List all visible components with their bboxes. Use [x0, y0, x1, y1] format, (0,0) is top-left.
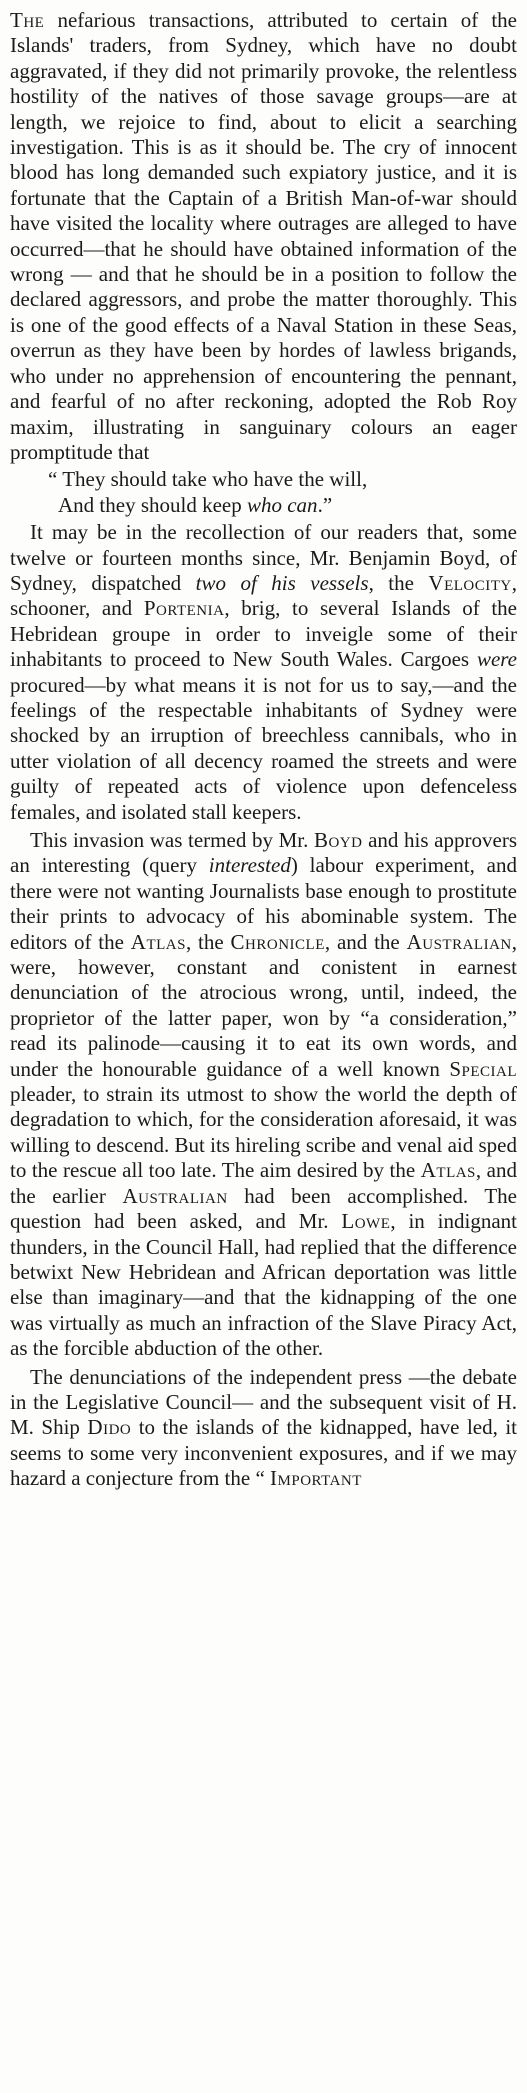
p3-text-m: pleader, to strain its utmost to show the world the depth of degradation to which, for the consideration aforesaid, it was willing to descend. But its hireling scribe and venal aid sped to the rescue all too late. The aim desired by the — [10, 1082, 517, 1183]
paragraph-1-text: nefarious transactions, attributed to certain of the Islands' traders, from Sydney, which have no doubt aggravated, if they did not primarily provoke, the relentless hostility of the natives of those savage groups—are at length, we rejoice to find, about to elicit a searching investigation. This is as it should be. The cry of innocent blood has long demanded such expiatory justice, and it is fortunate that the Captain of a British Man-of-war should have visited the locality where outrages are alleged to have occurred—that he should have obtained information of the wrong — and that he should be in a position to follow the declared aggressors, and probe the matter thoroughly. This is one of the good effects of a Naval Station in these Seas, overrun as they have been by hordes of lawless brigands, who under no apprehension of encountering the pennant, and fearful of no after reckoning, adopted the Rob Roy maxim, illustrating in sanguinary colours an eager promptitude that — [10, 8, 517, 464]
article-column — [10, 8, 517, 1492]
paragraph-4 — [10, 1365, 517, 1492]
p4-text-a: The denunciations of the independent press —the debate in the Legislative Council— and the subsequent visit of H. M. Ship — [10, 1364, 517, 1440]
paragraph-2 — [10, 520, 517, 825]
p3-italic-interested: interested — [208, 853, 291, 878]
p3-text-q: had been accomplished. The question had been asked, and Mr. — [10, 1183, 517, 1234]
name-lowe: Lowe — [341, 1209, 391, 1234]
p3-text-s: , in indignant thunders, in the Council Hall, had replied that the difference betwixt New Hebridean and African deportation was little else than imaginary—and that the kidnapping of the one was virtually as much an infraction of the Slave Piracy Act, as the forcible abduction of the other. — [10, 1209, 517, 1361]
opening-word: The — [10, 8, 45, 32]
p4-text-c: to the islands of the kidnapped, have led, it seems to some very inconvenient exposures, and if we may hazard a conjecture from the “ — [10, 1415, 517, 1491]
verse-line-2-end: .” — [317, 492, 333, 517]
paper-name-atlas: Atlas — [130, 929, 186, 954]
verse-line-2-start: And they should keep — [58, 492, 247, 517]
p3-text-e: ) labour experiment, and there were not wanting Journalists base enough to prostitute their prints to advocacy of his abominable system. The editors of the — [10, 853, 517, 954]
p3-text-k: , were, however, constant and conistent in earnest denunciation of the atrocious wrong, until, indeed, the proprietor of the latter paper, won by “a consideration,” read its palinode—causing it to eat its own words, and under the honourable guidance of a well known — [10, 929, 518, 1081]
p3-text-g: , the — [185, 929, 231, 954]
p2-text-g: , brig, to several Islands of the Hebridean groupe in order to inveigle some of their inhabitants to proceed to New South Wales. Cargoes — [10, 596, 517, 672]
p3-text-c: and his approvers an interesting (query — [10, 828, 517, 878]
name-boyd: Boyd — [313, 828, 363, 852]
paper-name-chronicle: Chronicle — [230, 929, 325, 954]
paper-name-australian: Australian — [406, 929, 512, 954]
word-important: Important — [270, 1466, 362, 1491]
ship-name-velocity: Velocity — [428, 570, 512, 595]
p3-text-a: This invasion was termed by Mr. — [30, 828, 314, 852]
p2-italic-vessels: two of his vessels — [195, 570, 369, 595]
p2-text-i: procured—by what means it is not for us to say,—and the feelings of the respectable inhabitants of Sydney were shocked by an irruption of breechless cannibals, who in utter violation of all decency roamed the streets and were guilty of repeated acts of violence upon defenceless females, and isolated stall keepers. — [10, 672, 517, 824]
word-special: Special — [449, 1056, 517, 1081]
ship-name-portenia: Portenia — [143, 596, 225, 621]
p2-text-e: , schooner, and — [10, 570, 517, 621]
quoted-verse — [48, 467, 517, 518]
p2-italic-were: were — [476, 647, 517, 672]
paragraph-3 — [10, 828, 517, 1362]
p2-text-a: It may be in the recollection of our readers that, some twelve or fourteen months since, Mr. Benjamin Boyd, of Sydney, dispatched — [10, 520, 517, 595]
ship-name-dido: Dido — [87, 1415, 132, 1440]
p3-text-i: , and the — [324, 929, 407, 954]
verse-line-1: “ They should take who have the will, — [48, 467, 368, 492]
verse-line-2-italic: who can — [246, 492, 318, 517]
p2-text-c: , the — [368, 570, 429, 595]
p3-text-o: , and the earlier — [10, 1158, 517, 1208]
verse-line-2 — [48, 493, 517, 518]
paper-name-atlas-2: Atlas — [420, 1158, 476, 1183]
paragraph-1 — [10, 8, 517, 465]
paper-name-australian-2: Australian — [122, 1183, 228, 1208]
